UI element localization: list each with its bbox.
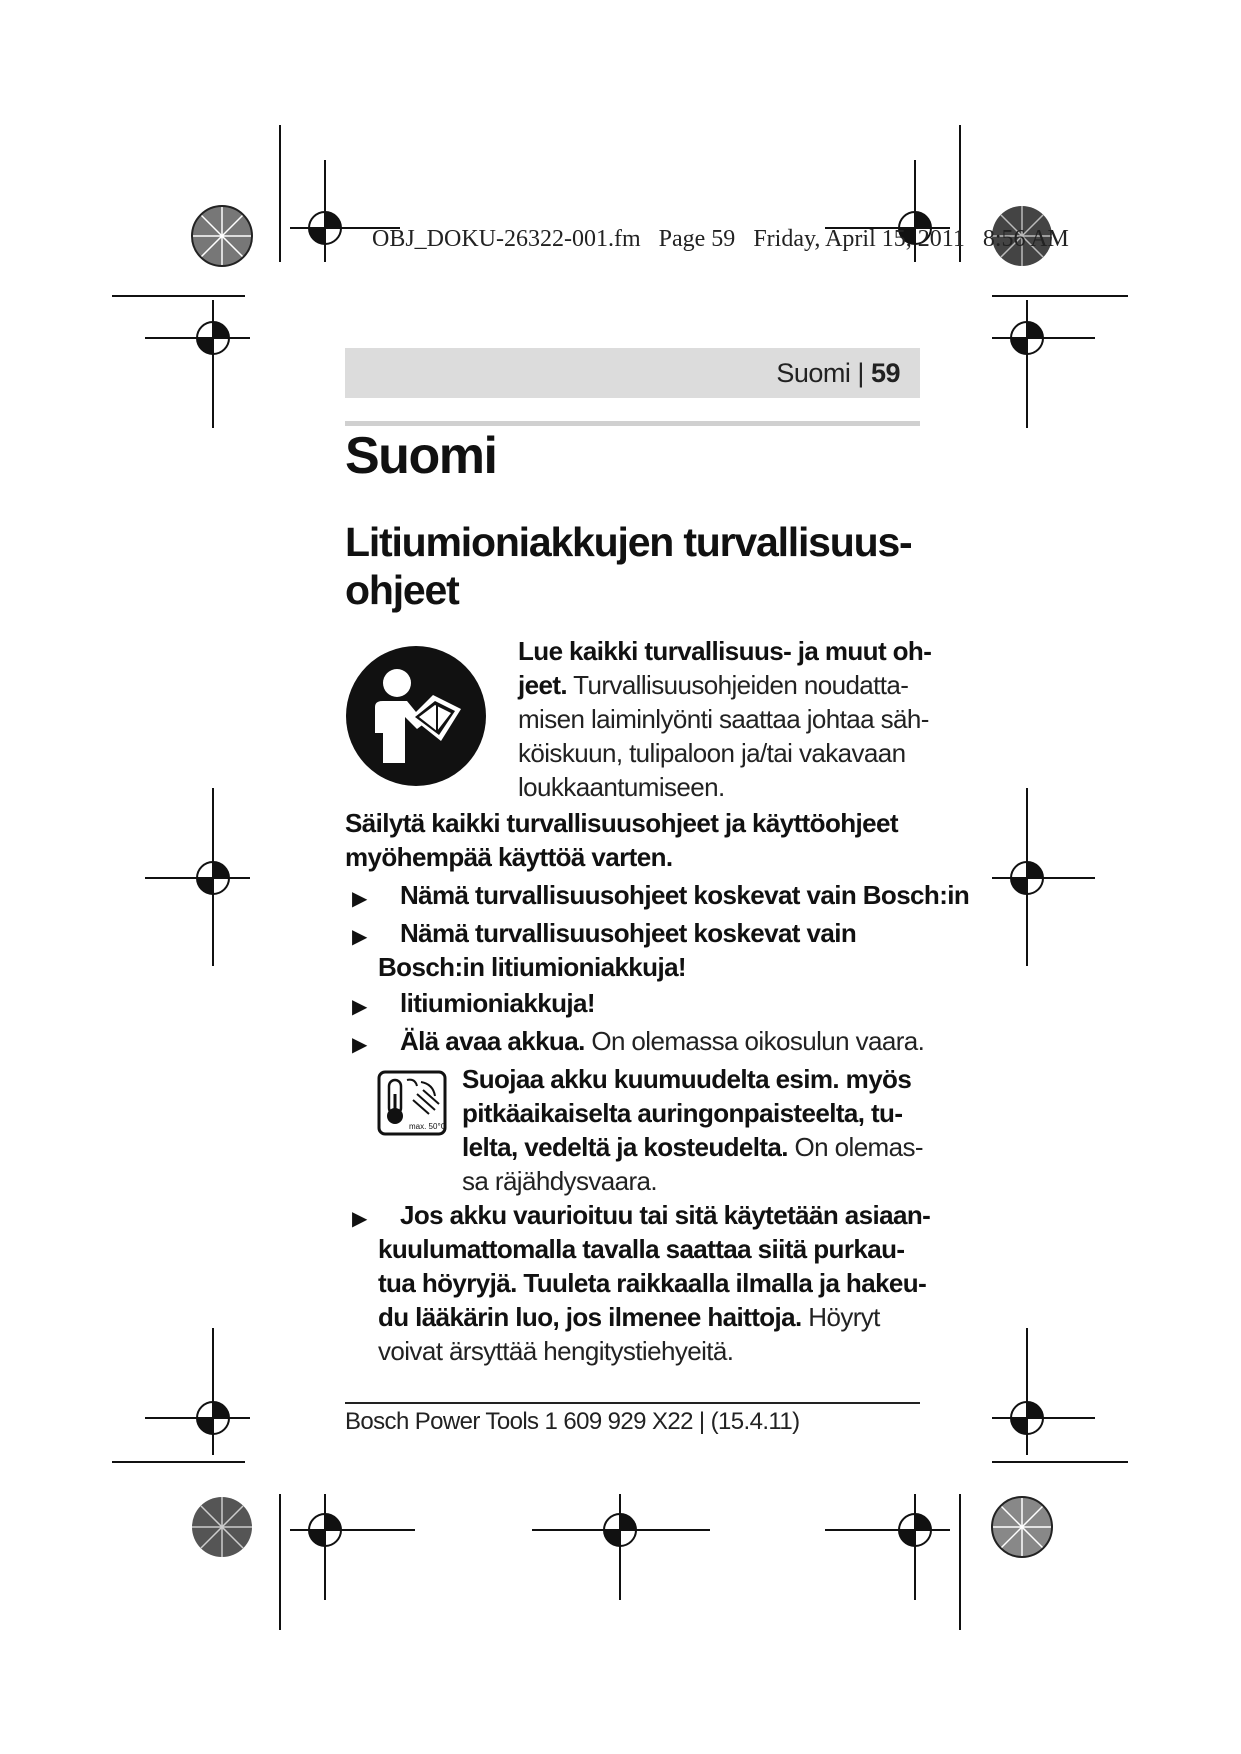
keep-line-2: myöhempää käyttöä varten. <box>345 842 673 872</box>
vapour-bold-2: kuulumattomalla tavalla saattaa siitä purkau- <box>378 1234 905 1264</box>
section-title <box>345 518 945 614</box>
intro-line: misen laiminlyönti saattaa johtaa säh- <box>518 704 929 734</box>
heat-paragraph <box>462 1062 923 1198</box>
crosshair-mark <box>825 1494 950 1600</box>
section-title-line1: Litiumioniakkujen turvallisuus- <box>345 519 912 565</box>
bullet-1-text: Nämä turvallisuusohjeet koskevat vain Bosch:in <box>400 880 970 910</box>
heat-regular-2: sa räjähdysvaara. <box>462 1166 658 1196</box>
intro-paragraph <box>518 634 931 804</box>
heat-regular-1: On olemas- <box>787 1132 923 1162</box>
vapour-bold-3: tua höyryjä. Tuuleta raikkaalla ilmalla ja hakeu- <box>378 1268 927 1298</box>
bullet-item <box>400 986 595 1020</box>
header-language: Suomi <box>776 358 851 388</box>
section-title-line2: ohjeet <box>345 567 459 613</box>
crosshair-mark <box>145 300 250 428</box>
running-header <box>345 348 920 398</box>
bullet-icon: ▶ <box>352 996 368 1018</box>
bullet-icon: ▶ <box>352 888 368 910</box>
vapour-bold-1: Jos akku vaurioituu tai sitä käytetään asiaan- <box>400 1200 931 1230</box>
crosshair-mark <box>532 1494 710 1600</box>
star-target-mark <box>992 1497 1052 1557</box>
bullet-2-line1: Nämä turvallisuusohjeet koskevat vain <box>400 918 857 948</box>
header-page-number: 59 <box>870 358 900 388</box>
slug-page: Page 59 <box>658 226 736 252</box>
vapour-regular-1: Höyryt <box>801 1302 880 1332</box>
read-manual-icon <box>345 645 487 787</box>
crosshair-mark <box>992 300 1095 428</box>
header-separator: | <box>857 358 864 388</box>
bullet-3-text: litiumioniakkuja! <box>400 988 595 1018</box>
bullet-4-regular: On olemassa oikosulun vaara. <box>584 1026 925 1056</box>
bullet-item <box>400 878 969 912</box>
crosshair-mark <box>290 1494 415 1600</box>
bullet-icon: ▶ <box>352 926 368 948</box>
intro-line: loukkaantumiseen. <box>518 772 725 802</box>
star-target-mark <box>192 206 252 266</box>
bullet-item-continuation <box>378 1232 926 1368</box>
header-text <box>776 358 900 389</box>
bullet-item <box>400 916 856 950</box>
intro-bold-1: Lue kaikki turvallisuus- ja muut oh- <box>518 636 932 666</box>
temperature-label: max. 50°C <box>409 1122 447 1131</box>
keep-instructions <box>345 806 898 874</box>
slug-line <box>372 226 1081 253</box>
star-target-mark <box>192 1497 252 1557</box>
bullet-2-line2: Bosch:in litiumioniakkuja! <box>378 952 686 982</box>
temperature-sun-icon <box>377 1070 447 1136</box>
bullet-icon: ▶ <box>352 1034 368 1056</box>
bullet-item <box>400 1198 930 1232</box>
intro-bold-2: jeet. <box>518 670 568 700</box>
vapour-bold-4: du lääkärin luo, jos ilmenee haittoja. <box>378 1302 802 1332</box>
crosshair-mark <box>145 788 250 966</box>
crosshair-mark <box>992 1328 1095 1455</box>
heat-bold-1: Suojaa akku kuumuudelta esim. myös <box>462 1064 912 1094</box>
crosshair-mark <box>145 1328 250 1455</box>
slug-date: Friday, April 15, 2011 <box>753 226 965 252</box>
keep-line-1: Säilytä kaikki turvallisuusohjeet ja käyttöohjeet <box>345 808 898 838</box>
bullet-icon: ▶ <box>352 1208 368 1230</box>
intro-line: köiskuun, tulipaloon ja/tai vakavaan <box>518 738 906 768</box>
heat-bold-2: pitkäaikaiselta auringonpaisteelta, tu- <box>462 1098 903 1128</box>
bullet-4-bold: Älä avaa akkua. <box>400 1026 585 1056</box>
slug-file: OBJ_DOKU-26322-001.fm <box>372 226 641 252</box>
page-title: Suomi <box>345 427 497 485</box>
footer-rule <box>345 1402 920 1404</box>
slug-time: 8:56 AM <box>982 226 1069 252</box>
heat-bold-3: lelta, vedeltä ja kosteudelta. <box>462 1132 788 1162</box>
footer-text: Bosch Power Tools 1 609 929 X22 | (15.4.11) <box>345 1408 800 1435</box>
vapour-regular-2: voivat ärsyttää hengitystiehyeitä. <box>378 1336 734 1366</box>
bullet-item <box>400 1024 924 1058</box>
crosshair-mark <box>992 788 1095 966</box>
bullet-item-continuation <box>378 950 686 984</box>
intro-regular-1: Turvallisuusohjeiden noudatta- <box>567 670 909 700</box>
